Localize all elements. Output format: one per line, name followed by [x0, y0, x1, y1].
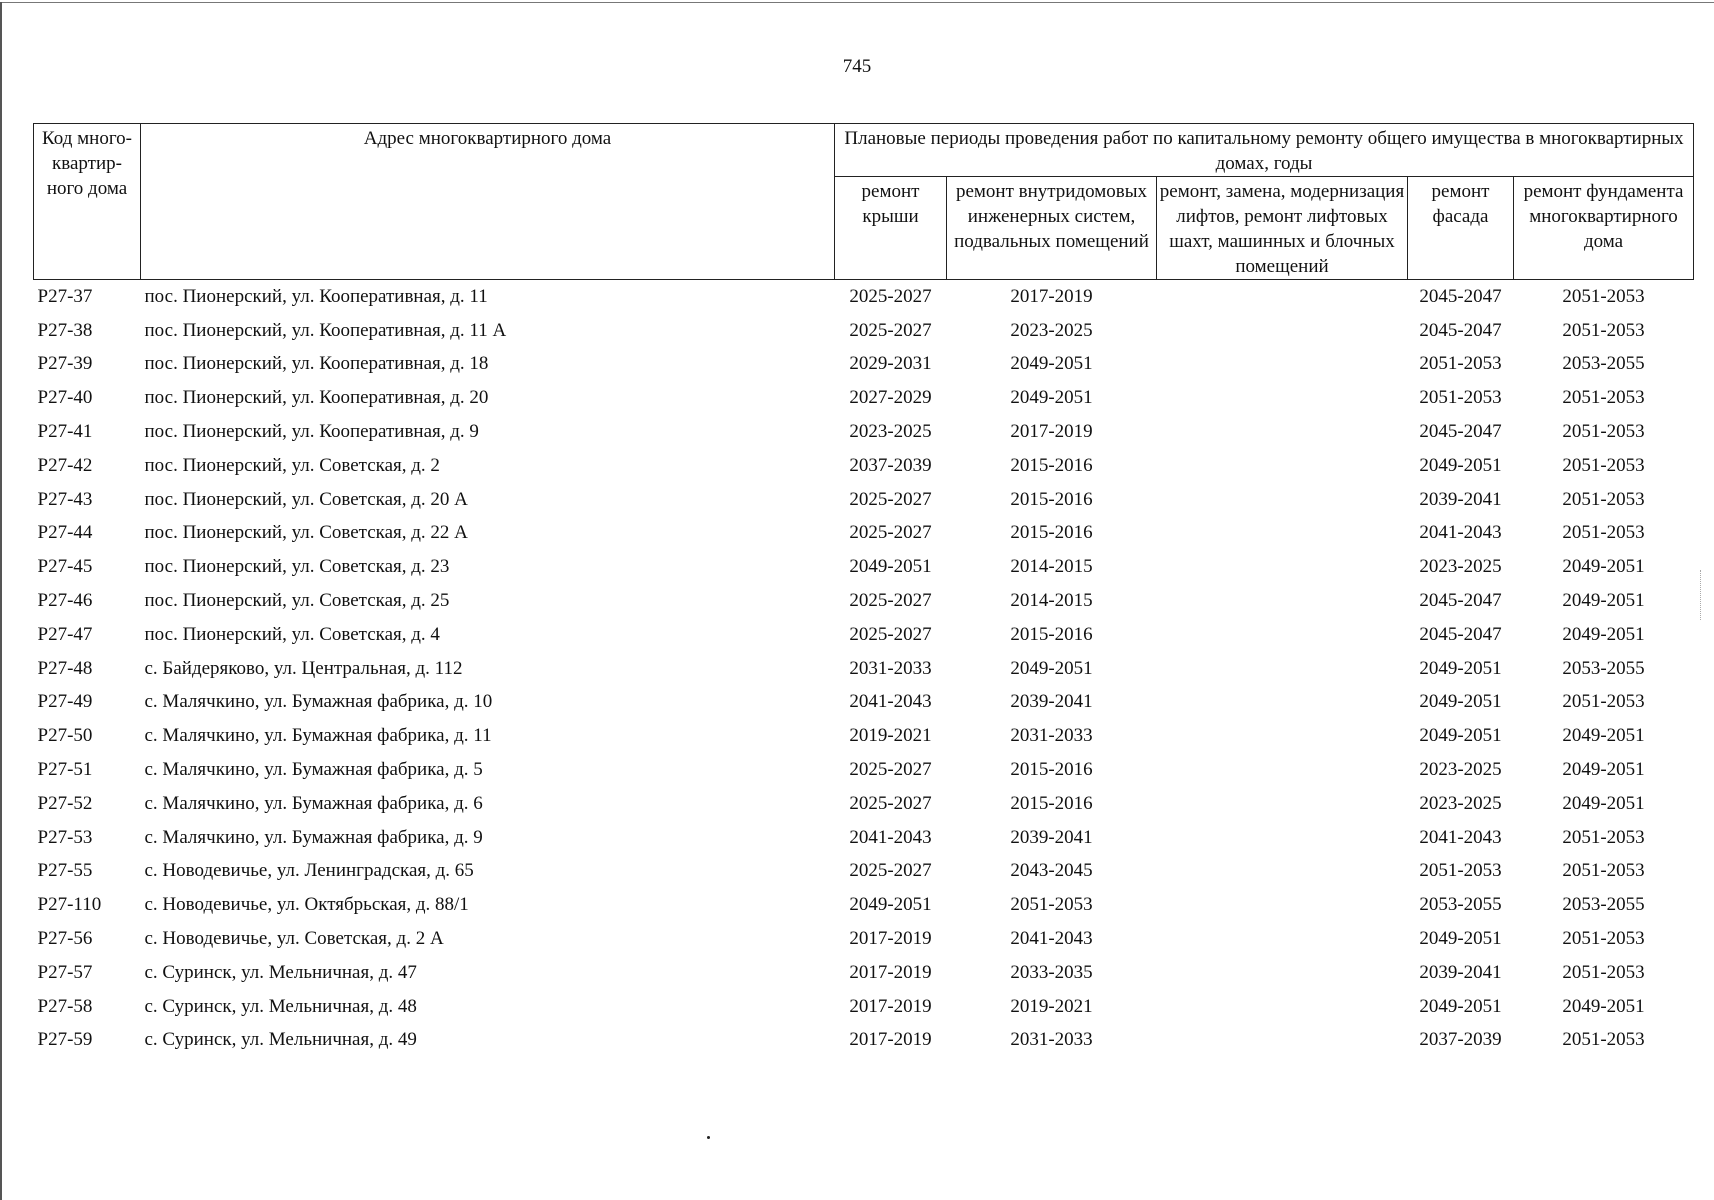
cell-address: пос. Пионерский, ул. Советская, д. 23 [144, 556, 450, 578]
cell-address: с. Малячкино, ул. Бумажная фабрика, д. 6 [144, 792, 483, 814]
cell-systems: 2015-2016 [1010, 792, 1093, 814]
table-row [34, 348, 1694, 382]
cell-foundation: 2053-2055 [1562, 894, 1645, 916]
cell-code: Р27-51 [37, 759, 93, 781]
cell-foundation: 2051-2053 [1562, 826, 1645, 848]
cell-address: с. Байдеряково, ул. Центральная, д. 112 [144, 657, 463, 679]
cell-facade: 2037-2039 [1419, 1029, 1502, 1051]
cell-foundation: 2051-2053 [1562, 488, 1645, 510]
cell-roof: 2037-2039 [849, 454, 932, 476]
cell-code: Р27-53 [37, 826, 93, 848]
cell-systems: 2023-2025 [1010, 319, 1093, 341]
cell-facade: 2045-2047 [1419, 319, 1502, 341]
cell-address: пос. Пионерский, ул. Кооперативная, д. 20 [144, 387, 489, 409]
cell-foundation: 2051-2053 [1562, 387, 1645, 409]
cell-roof: 2041-2043 [849, 691, 932, 713]
header-facade [1408, 177, 1514, 280]
cell-lifts [1157, 821, 1408, 855]
table-row [34, 483, 1694, 517]
cell-lifts [1157, 787, 1408, 821]
cell-code: Р27-48 [37, 657, 93, 679]
cell-foundation: 2049-2051 [1562, 590, 1645, 612]
cell-lifts [1157, 314, 1408, 348]
header-systems [947, 177, 1157, 280]
cell-systems: 2015-2016 [1010, 522, 1093, 544]
cell-code: Р27-38 [37, 319, 93, 341]
cell-roof: 2025-2027 [849, 759, 932, 781]
cell-foundation: 2051-2053 [1562, 860, 1645, 882]
cell-code: Р27-59 [37, 1029, 93, 1051]
cell-facade: 2049-2051 [1419, 928, 1502, 950]
cell-facade: 2045-2047 [1419, 285, 1502, 307]
cell-address: с. Суринск, ул. Мельничная, д. 48 [144, 995, 417, 1017]
cell-code: Р27-42 [37, 454, 93, 476]
cell-systems: 2049-2051 [1010, 387, 1093, 409]
cell-address: пос. Пионерский, ул. Советская, д. 4 [144, 623, 440, 645]
cell-code: Р27-49 [37, 691, 93, 713]
cell-foundation: 2053-2055 [1562, 657, 1645, 679]
cell-lifts [1157, 381, 1408, 415]
cell-systems: 2015-2016 [1010, 623, 1093, 645]
cell-roof: 2027-2029 [849, 387, 932, 409]
table-row [34, 314, 1694, 348]
cell-systems: 2031-2033 [1010, 1029, 1093, 1051]
cell-facade: 2023-2025 [1419, 759, 1502, 781]
cell-facade: 2041-2043 [1419, 826, 1502, 848]
cell-code: Р27-45 [37, 556, 93, 578]
scan-margin-mark [1700, 570, 1709, 620]
cell-facade: 2045-2047 [1419, 623, 1502, 645]
table-row [34, 787, 1694, 821]
cell-roof: 2025-2027 [849, 623, 932, 645]
cell-address: пос. Пионерский, ул. Кооперативная, д. 11 А [144, 319, 507, 341]
cell-roof: 2025-2027 [849, 792, 932, 814]
cell-foundation: 2053-2055 [1562, 353, 1645, 375]
table-row [34, 618, 1694, 652]
cell-systems: 2039-2041 [1010, 826, 1093, 848]
cell-code: Р27-58 [37, 995, 93, 1017]
cell-address: с. Малячкино, ул. Бумажная фабрика, д. 5 [144, 759, 483, 781]
cell-code: Р27-50 [37, 725, 93, 747]
cell-systems: 2019-2021 [1010, 995, 1093, 1017]
table-row [34, 517, 1694, 551]
cell-systems: 2015-2016 [1010, 759, 1093, 781]
table-row [34, 1024, 1694, 1058]
cell-code: Р27-47 [37, 623, 93, 645]
cell-roof: 2031-2033 [849, 657, 932, 679]
cell-facade: 2023-2025 [1419, 792, 1502, 814]
cell-address: пос. Пионерский, ул. Кооперативная, д. 9 [144, 421, 479, 443]
cell-lifts [1157, 990, 1408, 1024]
cell-lifts [1157, 280, 1408, 314]
cell-systems: 2014-2015 [1010, 590, 1093, 612]
cell-facade: 2023-2025 [1419, 556, 1502, 578]
cell-code: Р27-55 [37, 860, 93, 882]
cell-foundation: 2049-2051 [1562, 759, 1645, 781]
cell-systems: 2017-2019 [1010, 285, 1093, 307]
cell-systems: 2014-2015 [1010, 556, 1093, 578]
cell-roof: 2023-2025 [849, 421, 932, 443]
table-row [34, 381, 1694, 415]
cell-address: с. Новодевичье, ул. Советская, д. 2 А [144, 928, 444, 950]
cell-systems: 2051-2053 [1010, 894, 1093, 916]
table-row [34, 584, 1694, 618]
cell-address: с. Новодевичье, ул. Октябрьская, д. 88/1 [144, 894, 469, 916]
cell-lifts [1157, 855, 1408, 889]
cell-facade: 2041-2043 [1419, 522, 1502, 544]
cell-roof: 2049-2051 [849, 556, 932, 578]
cell-foundation: 2051-2053 [1562, 421, 1645, 443]
cell-address: пос. Пионерский, ул. Советская, д. 22 А [144, 522, 468, 544]
header-address-label: Адрес многоквартирного дома [363, 128, 612, 149]
cell-code: Р27-39 [37, 353, 93, 375]
header-address [141, 124, 835, 280]
cell-foundation: 2051-2053 [1562, 319, 1645, 341]
cell-roof: 2025-2027 [849, 488, 932, 510]
cell-facade: 2049-2051 [1419, 725, 1502, 747]
cell-foundation: 2051-2053 [1562, 961, 1645, 983]
cell-address: пос. Пионерский, ул. Советская, д. 25 [144, 590, 450, 612]
cell-roof: 2017-2019 [849, 928, 932, 950]
header-code-label: Код много-квартир-ного дома [42, 128, 132, 199]
cell-roof: 2017-2019 [849, 1029, 932, 1051]
cell-facade: 2039-2041 [1419, 961, 1502, 983]
cell-foundation: 2049-2051 [1562, 725, 1645, 747]
cell-lifts [1157, 1024, 1408, 1058]
scan-edge-top [0, 2, 1714, 3]
cell-lifts [1157, 922, 1408, 956]
cell-address: с. Суринск, ул. Мельничная, д. 49 [144, 1029, 417, 1051]
cell-code: Р27-52 [37, 792, 93, 814]
table-row [34, 990, 1694, 1024]
cell-address: пос. Пионерский, ул. Советская, д. 2 [144, 454, 440, 476]
cell-lifts [1157, 550, 1408, 584]
cell-systems: 2041-2043 [1010, 928, 1093, 950]
cell-roof: 2029-2031 [849, 353, 932, 375]
table-header [34, 124, 1694, 280]
table-row [34, 821, 1694, 855]
cell-code: Р27-110 [37, 894, 102, 916]
cell-foundation: 2049-2051 [1562, 556, 1645, 578]
cell-code: Р27-40 [37, 387, 93, 409]
cell-roof: 2041-2043 [849, 826, 932, 848]
cell-code: Р27-46 [37, 590, 93, 612]
cell-facade: 2045-2047 [1419, 590, 1502, 612]
header-periods-group [835, 124, 1694, 177]
header-systems-label: ремонт внутридомовых инженерных систем, подвальных помещений [954, 181, 1149, 252]
cell-foundation: 2051-2053 [1562, 522, 1645, 544]
cell-foundation: 2049-2051 [1562, 623, 1645, 645]
cell-lifts [1157, 348, 1408, 382]
header-foundation [1514, 177, 1694, 280]
table-row [34, 280, 1694, 314]
cell-roof: 2049-2051 [849, 894, 932, 916]
cell-facade: 2053-2055 [1419, 894, 1502, 916]
table-row [34, 753, 1694, 787]
cell-systems: 2049-2051 [1010, 353, 1093, 375]
cell-lifts [1157, 719, 1408, 753]
cell-systems: 2043-2045 [1010, 860, 1093, 882]
header-code [34, 124, 141, 280]
cell-systems: 2015-2016 [1010, 454, 1093, 476]
table-body [34, 280, 1694, 1058]
cell-roof: 2025-2027 [849, 522, 932, 544]
cell-facade: 2051-2053 [1419, 387, 1502, 409]
scan-speck [707, 1136, 710, 1139]
cell-address: с. Новодевичье, ул. Ленинградская, д. 65 [144, 860, 474, 882]
cell-address: пос. Пионерский, ул. Советская, д. 20 А [144, 488, 468, 510]
scan-edge-left [0, 2, 2, 1200]
header-roof [835, 177, 947, 280]
repair-schedule-table [33, 123, 1694, 1057]
cell-lifts [1157, 652, 1408, 686]
header-foundation-label: ремонт фундамента многоквартирного дома [1523, 181, 1684, 252]
cell-foundation: 2051-2053 [1562, 1029, 1645, 1051]
cell-facade: 2045-2047 [1419, 421, 1502, 443]
table-row [34, 686, 1694, 720]
cell-foundation: 2051-2053 [1562, 285, 1645, 307]
cell-roof: 2025-2027 [849, 590, 932, 612]
cell-roof: 2025-2027 [849, 860, 932, 882]
cell-facade: 2051-2053 [1419, 353, 1502, 375]
cell-lifts [1157, 449, 1408, 483]
cell-foundation: 2051-2053 [1562, 454, 1645, 476]
cell-systems: 2039-2041 [1010, 691, 1093, 713]
table-row [34, 855, 1694, 889]
cell-address: пос. Пионерский, ул. Кооперативная, д. 18 [144, 353, 489, 375]
cell-facade: 2039-2041 [1419, 488, 1502, 510]
cell-roof: 2017-2019 [849, 995, 932, 1017]
table-row [34, 449, 1694, 483]
cell-lifts [1157, 483, 1408, 517]
table-row [34, 550, 1694, 584]
cell-code: Р27-37 [37, 285, 93, 307]
cell-code: Р27-57 [37, 961, 93, 983]
cell-roof: 2025-2027 [849, 319, 932, 341]
cell-systems: 2015-2016 [1010, 488, 1093, 510]
cell-systems: 2017-2019 [1010, 421, 1093, 443]
table-row [34, 888, 1694, 922]
header-facade-label: ремонт фасада [1431, 181, 1490, 227]
page-number: 745 [842, 56, 872, 77]
cell-foundation: 2051-2053 [1562, 691, 1645, 713]
header-periods-group-label: Плановые периоды проведения работ по капитальному ремонту общего имущества в многоквартирных домах, годы [844, 128, 1684, 174]
header-roof-label: ремонт крыши [861, 181, 920, 227]
cell-roof: 2025-2027 [849, 285, 932, 307]
cell-systems: 2031-2033 [1010, 725, 1093, 747]
cell-address: пос. Пионерский, ул. Кооперативная, д. 11 [144, 285, 488, 307]
cell-lifts [1157, 415, 1408, 449]
cell-address: с. Малячкино, ул. Бумажная фабрика, д. 11 [144, 725, 492, 747]
cell-facade: 2049-2051 [1419, 454, 1502, 476]
table-row [34, 922, 1694, 956]
table-row [34, 719, 1694, 753]
table-row [34, 415, 1694, 449]
header-lifts-label: ремонт, замена, модернизация лифтов, ремонт лифтовых шахт, машинных и блочных помещений [1159, 181, 1405, 277]
table-row [34, 956, 1694, 990]
cell-code: Р27-56 [37, 928, 93, 950]
cell-address: с. Суринск, ул. Мельничная, д. 47 [144, 961, 417, 983]
cell-foundation: 2049-2051 [1562, 995, 1645, 1017]
cell-facade: 2049-2051 [1419, 691, 1502, 713]
cell-foundation: 2049-2051 [1562, 792, 1645, 814]
cell-lifts [1157, 888, 1408, 922]
cell-facade: 2049-2051 [1419, 657, 1502, 679]
cell-systems: 2049-2051 [1010, 657, 1093, 679]
cell-lifts [1157, 956, 1408, 990]
cell-facade: 2051-2053 [1419, 860, 1502, 882]
cell-facade: 2049-2051 [1419, 995, 1502, 1017]
cell-roof: 2017-2019 [849, 961, 932, 983]
header-row-1 [34, 124, 1694, 177]
cell-lifts [1157, 686, 1408, 720]
cell-address: с. Малячкино, ул. Бумажная фабрика, д. 10 [144, 691, 493, 713]
cell-code: Р27-43 [37, 488, 93, 510]
cell-lifts [1157, 584, 1408, 618]
cell-foundation: 2051-2053 [1562, 928, 1645, 950]
header-lifts [1157, 177, 1408, 280]
table-row [34, 652, 1694, 686]
cell-address: с. Малячкино, ул. Бумажная фабрика, д. 9 [144, 826, 483, 848]
cell-systems: 2033-2035 [1010, 961, 1093, 983]
cell-lifts [1157, 517, 1408, 551]
cell-lifts [1157, 618, 1408, 652]
cell-roof: 2019-2021 [849, 725, 932, 747]
cell-lifts [1157, 753, 1408, 787]
cell-code: Р27-41 [37, 421, 93, 443]
cell-code: Р27-44 [37, 522, 93, 544]
